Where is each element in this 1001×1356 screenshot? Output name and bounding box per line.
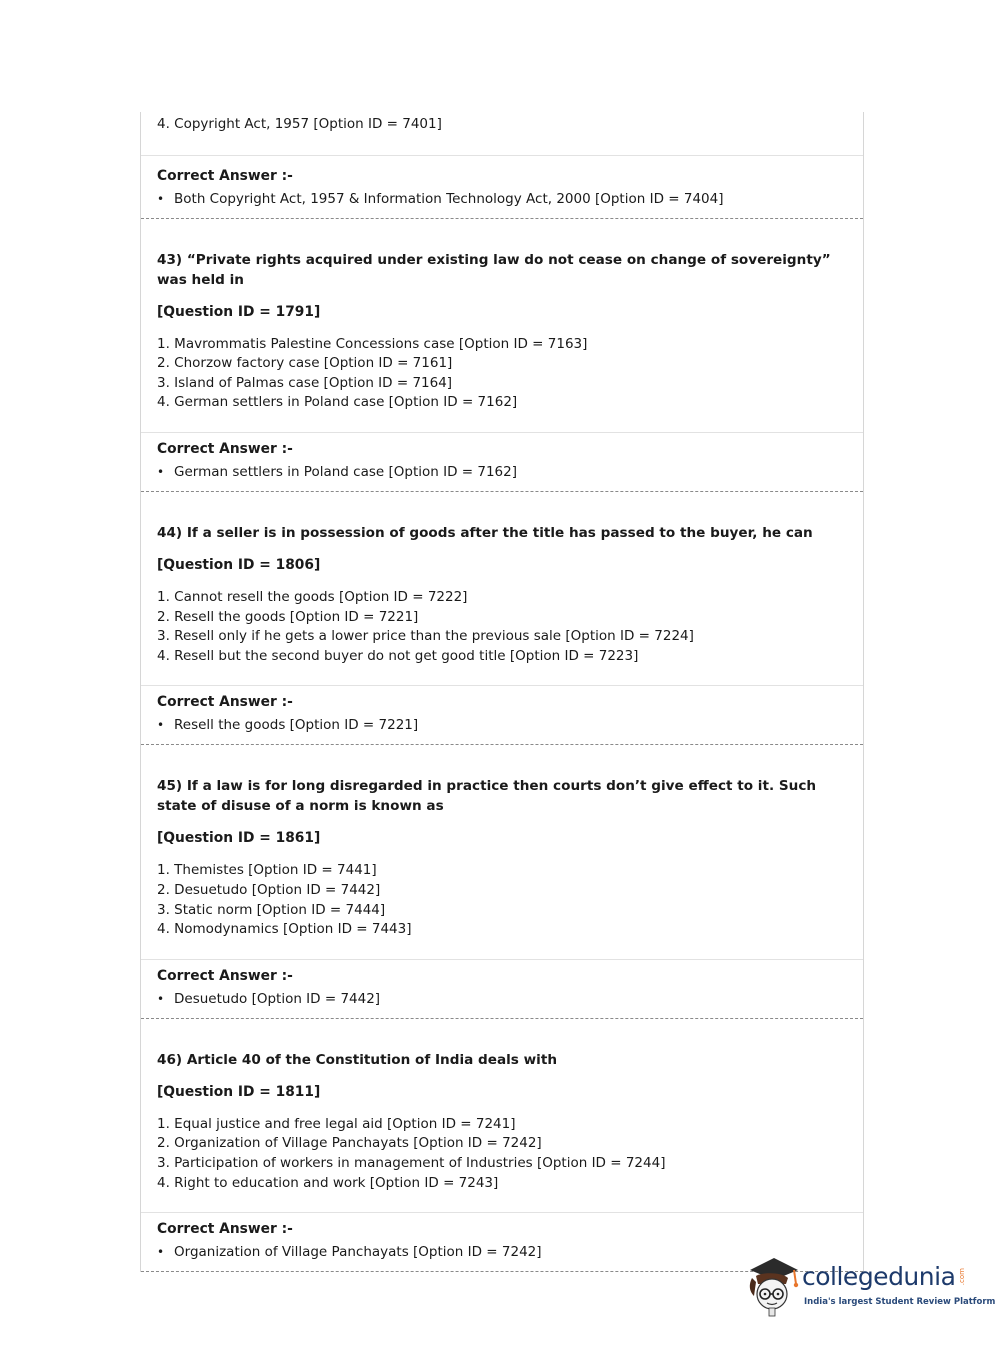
correct-answer-text: Both Copyright Act, 1957 & Information Technology Act, 2000 [Option ID = 7404] (174, 190, 724, 207)
correct-answer-heading: Correct Answer :- (157, 694, 293, 711)
correct-answer-row (157, 716, 847, 734)
collegedunia-watermark (742, 1250, 996, 1320)
collegedunia-tagline: India's largest Student Review Platform (804, 1297, 996, 1307)
option-item: 1. Cannot resell the goods [Option ID = 7222] (157, 588, 468, 605)
question-id: [Question ID = 1806] (157, 556, 321, 573)
option-item: 4. German settlers in Poland case [Option ID = 7162] (157, 394, 518, 411)
correct-answer-row (157, 463, 847, 481)
bullet-icon: • (157, 718, 165, 733)
previous-answer-block (141, 155, 863, 219)
correct-answer-row (157, 190, 847, 208)
option-item: 4. Copyright Act, 1957 [Option ID = 7401] (157, 116, 442, 132)
option-item: 1. Themistes [Option ID = 7441] (157, 862, 377, 879)
option-item: 3. Island of Palmas case [Option ID = 7164] (157, 374, 453, 391)
options-list (157, 335, 847, 413)
bullet-icon: • (157, 1245, 165, 1260)
question-43 (141, 219, 863, 432)
question-paper (140, 112, 864, 1272)
question-text: 46) Article 40 of the Constitution of India deals with (157, 1051, 558, 1068)
question-id: [Question ID = 1791] (157, 303, 321, 320)
question-46 (141, 1019, 863, 1212)
options-list (157, 861, 847, 939)
bullet-icon: • (157, 991, 165, 1006)
correct-answer-text: Resell the goods [Option ID = 7221] (174, 717, 419, 734)
correct-answer-text: German settlers in Poland case [Option ID = 7162] (174, 463, 517, 480)
bullet-icon: • (157, 464, 165, 479)
question-45 (141, 745, 863, 958)
option-item: 2. Desuetudo [Option ID = 7442] (157, 881, 381, 898)
correct-answer-heading: Correct Answer :- (157, 440, 293, 457)
options-list (157, 1115, 847, 1193)
option-item: 4. Resell but the second buyer do not get good title [Option ID = 7223] (157, 647, 639, 664)
option-item: 1. Equal justice and free legal aid [Option ID = 7241] (157, 1115, 516, 1132)
option-item: 2. Resell the goods [Option ID = 7221] (157, 608, 419, 625)
collegedunia-mascot-icon (742, 1252, 802, 1318)
answer-block-45 (141, 959, 863, 1019)
collegedunia-brand: collegedunia (802, 1262, 956, 1291)
correct-answer-heading: Correct Answer :- (157, 1221, 293, 1238)
correct-answer-row (157, 990, 847, 1008)
question-text: 44) If a seller is in possession of goods after the title has passed to the buyer, he can (157, 524, 813, 541)
previous-question-options (141, 112, 863, 155)
option-item: 1. Mavrommatis Palestine Concessions case [Option ID = 7163] (157, 335, 588, 352)
answer-block-44 (141, 685, 863, 745)
question-text: 45) If a law is for long disregarded in practice then courts don’t give effect to it. Such state of disuse of a norm is known as (157, 778, 817, 815)
options-list (157, 588, 847, 666)
option-item: 2. Chorzow factory case [Option ID = 7161] (157, 355, 453, 372)
correct-answer-text: Organization of Village Panchayats [Option ID = 7242] (174, 1244, 542, 1261)
correct-answer-text: Desuetudo [Option ID = 7442] (174, 990, 381, 1007)
question-id: [Question ID = 1861] (157, 830, 321, 847)
option-item: 2. Organization of Village Panchayats [Option ID = 7242] (157, 1135, 542, 1152)
question-id: [Question ID = 1811] (157, 1083, 321, 1100)
question-44 (141, 492, 863, 685)
collegedunia-domain-suffix: .com (958, 1268, 966, 1286)
correct-answer-heading: Correct Answer :- (157, 167, 293, 184)
answer-block-43 (141, 432, 863, 492)
option-item: 4. Nomodynamics [Option ID = 7443] (157, 921, 412, 938)
question-text: 43) “Private rights acquired under existing law do not cease on change of sovereignty” was held in (157, 251, 831, 288)
bullet-icon: • (157, 191, 165, 206)
option-item: 3. Resell only if he gets a lower price than the previous sale [Option ID = 7224] (157, 628, 694, 645)
option-item: 4. Right to education and work [Option ID = 7243] (157, 1174, 499, 1191)
option-item: 3. Participation of workers in management of Industries [Option ID = 7244] (157, 1154, 666, 1171)
option-item: 3. Static norm [Option ID = 7444] (157, 901, 386, 918)
correct-answer-heading: Correct Answer :- (157, 967, 293, 984)
